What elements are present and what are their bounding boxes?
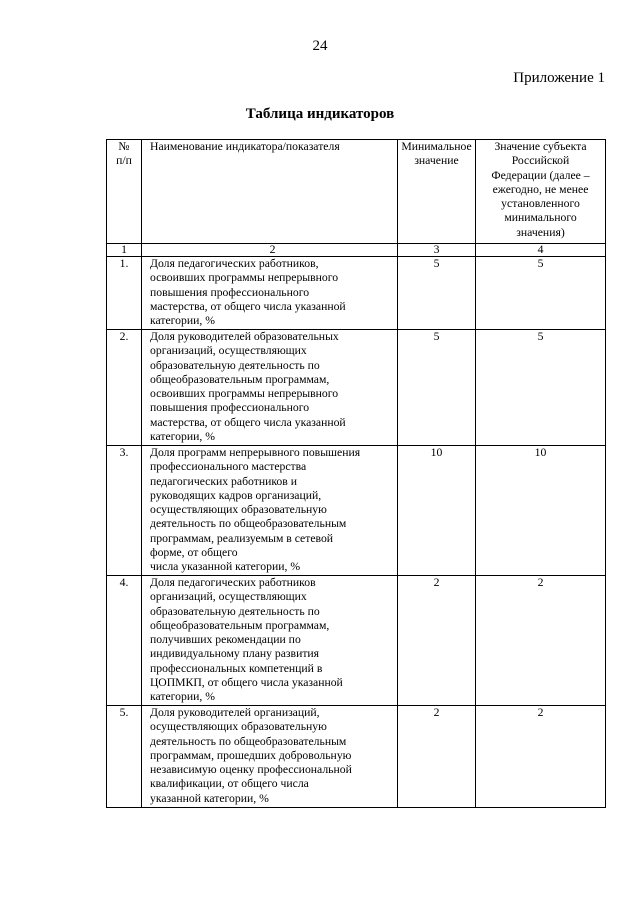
minimum-value: 10 [398,446,476,576]
column-number: 1 [107,244,142,257]
table-row [107,330,606,446]
indicator-name: Доля педагогических работников организаций, осуществляющих образовательную деятельность по общеобразовательным программам, получивших рекомендации по индивидуальному плану развития профессиональных компетенций в ЦОПМКП, от общего числа указанной категории, % [142,576,398,706]
page-number: 24 [312,38,328,54]
region-value: 5 [476,257,606,330]
indicator-name: Доля педагогических работников, освоивших программы непрерывного повышения профессионального мастерства, от общего числа указанной категории, % [142,257,398,330]
table-row [107,706,606,808]
table-header-row [107,140,606,244]
row-number: 5. [107,706,142,808]
row-number: 2. [107,330,142,446]
header-minimum-value: Минимальное значение [398,140,476,244]
row-number: 3. [107,446,142,576]
indicator-name: Доля руководителей образовательных организаций, осуществляющих образовательную деятельность по общеобразовательным программам, освоивших программы непрерывного повышения профессионального мастерства, от общего числа указанной категории, % [142,330,398,446]
header-region-value: Значение субъекта Российской Федерации (далее – ежегодно, не менее установленного минимального значения) [476,140,606,244]
indicators-table [106,139,606,808]
table-row [107,576,606,706]
row-number: 4. [107,576,142,706]
header-number: № п/п [107,140,142,244]
table-row [107,446,606,576]
row-number: 1. [107,257,142,330]
indicator-name: Доля руководителей организаций, осуществляющих образовательную деятельность по общеобразовательным программам, прошедших добровольную независимую оценку профессиональной квалификации, от общего числа указанной категории, % [142,706,398,808]
indicator-name: Доля программ непрерывного повышения профессионального мастерства педагогических работников и руководящих кадров организаций, осуществляющих образовательную деятельность по общеобразовательным программам, реализуемым в сетевой форме, от общего числа указанной категории, % [142,446,398,576]
column-number-row [107,244,606,257]
region-value: 5 [476,330,606,446]
minimum-value: 2 [398,706,476,808]
table-row [107,257,606,330]
table-title: Таблица индикаторов [245,106,395,122]
appendix-label: Приложение 1 [513,70,605,86]
region-value: 2 [476,576,606,706]
header-indicator-name: Наименование индикатора/показателя [142,140,398,244]
minimum-value: 2 [398,576,476,706]
minimum-value: 5 [398,330,476,446]
region-value: 10 [476,446,606,576]
minimum-value: 5 [398,257,476,330]
column-number: 4 [476,244,606,257]
column-number: 3 [398,244,476,257]
region-value: 2 [476,706,606,808]
column-number: 2 [142,244,398,257]
